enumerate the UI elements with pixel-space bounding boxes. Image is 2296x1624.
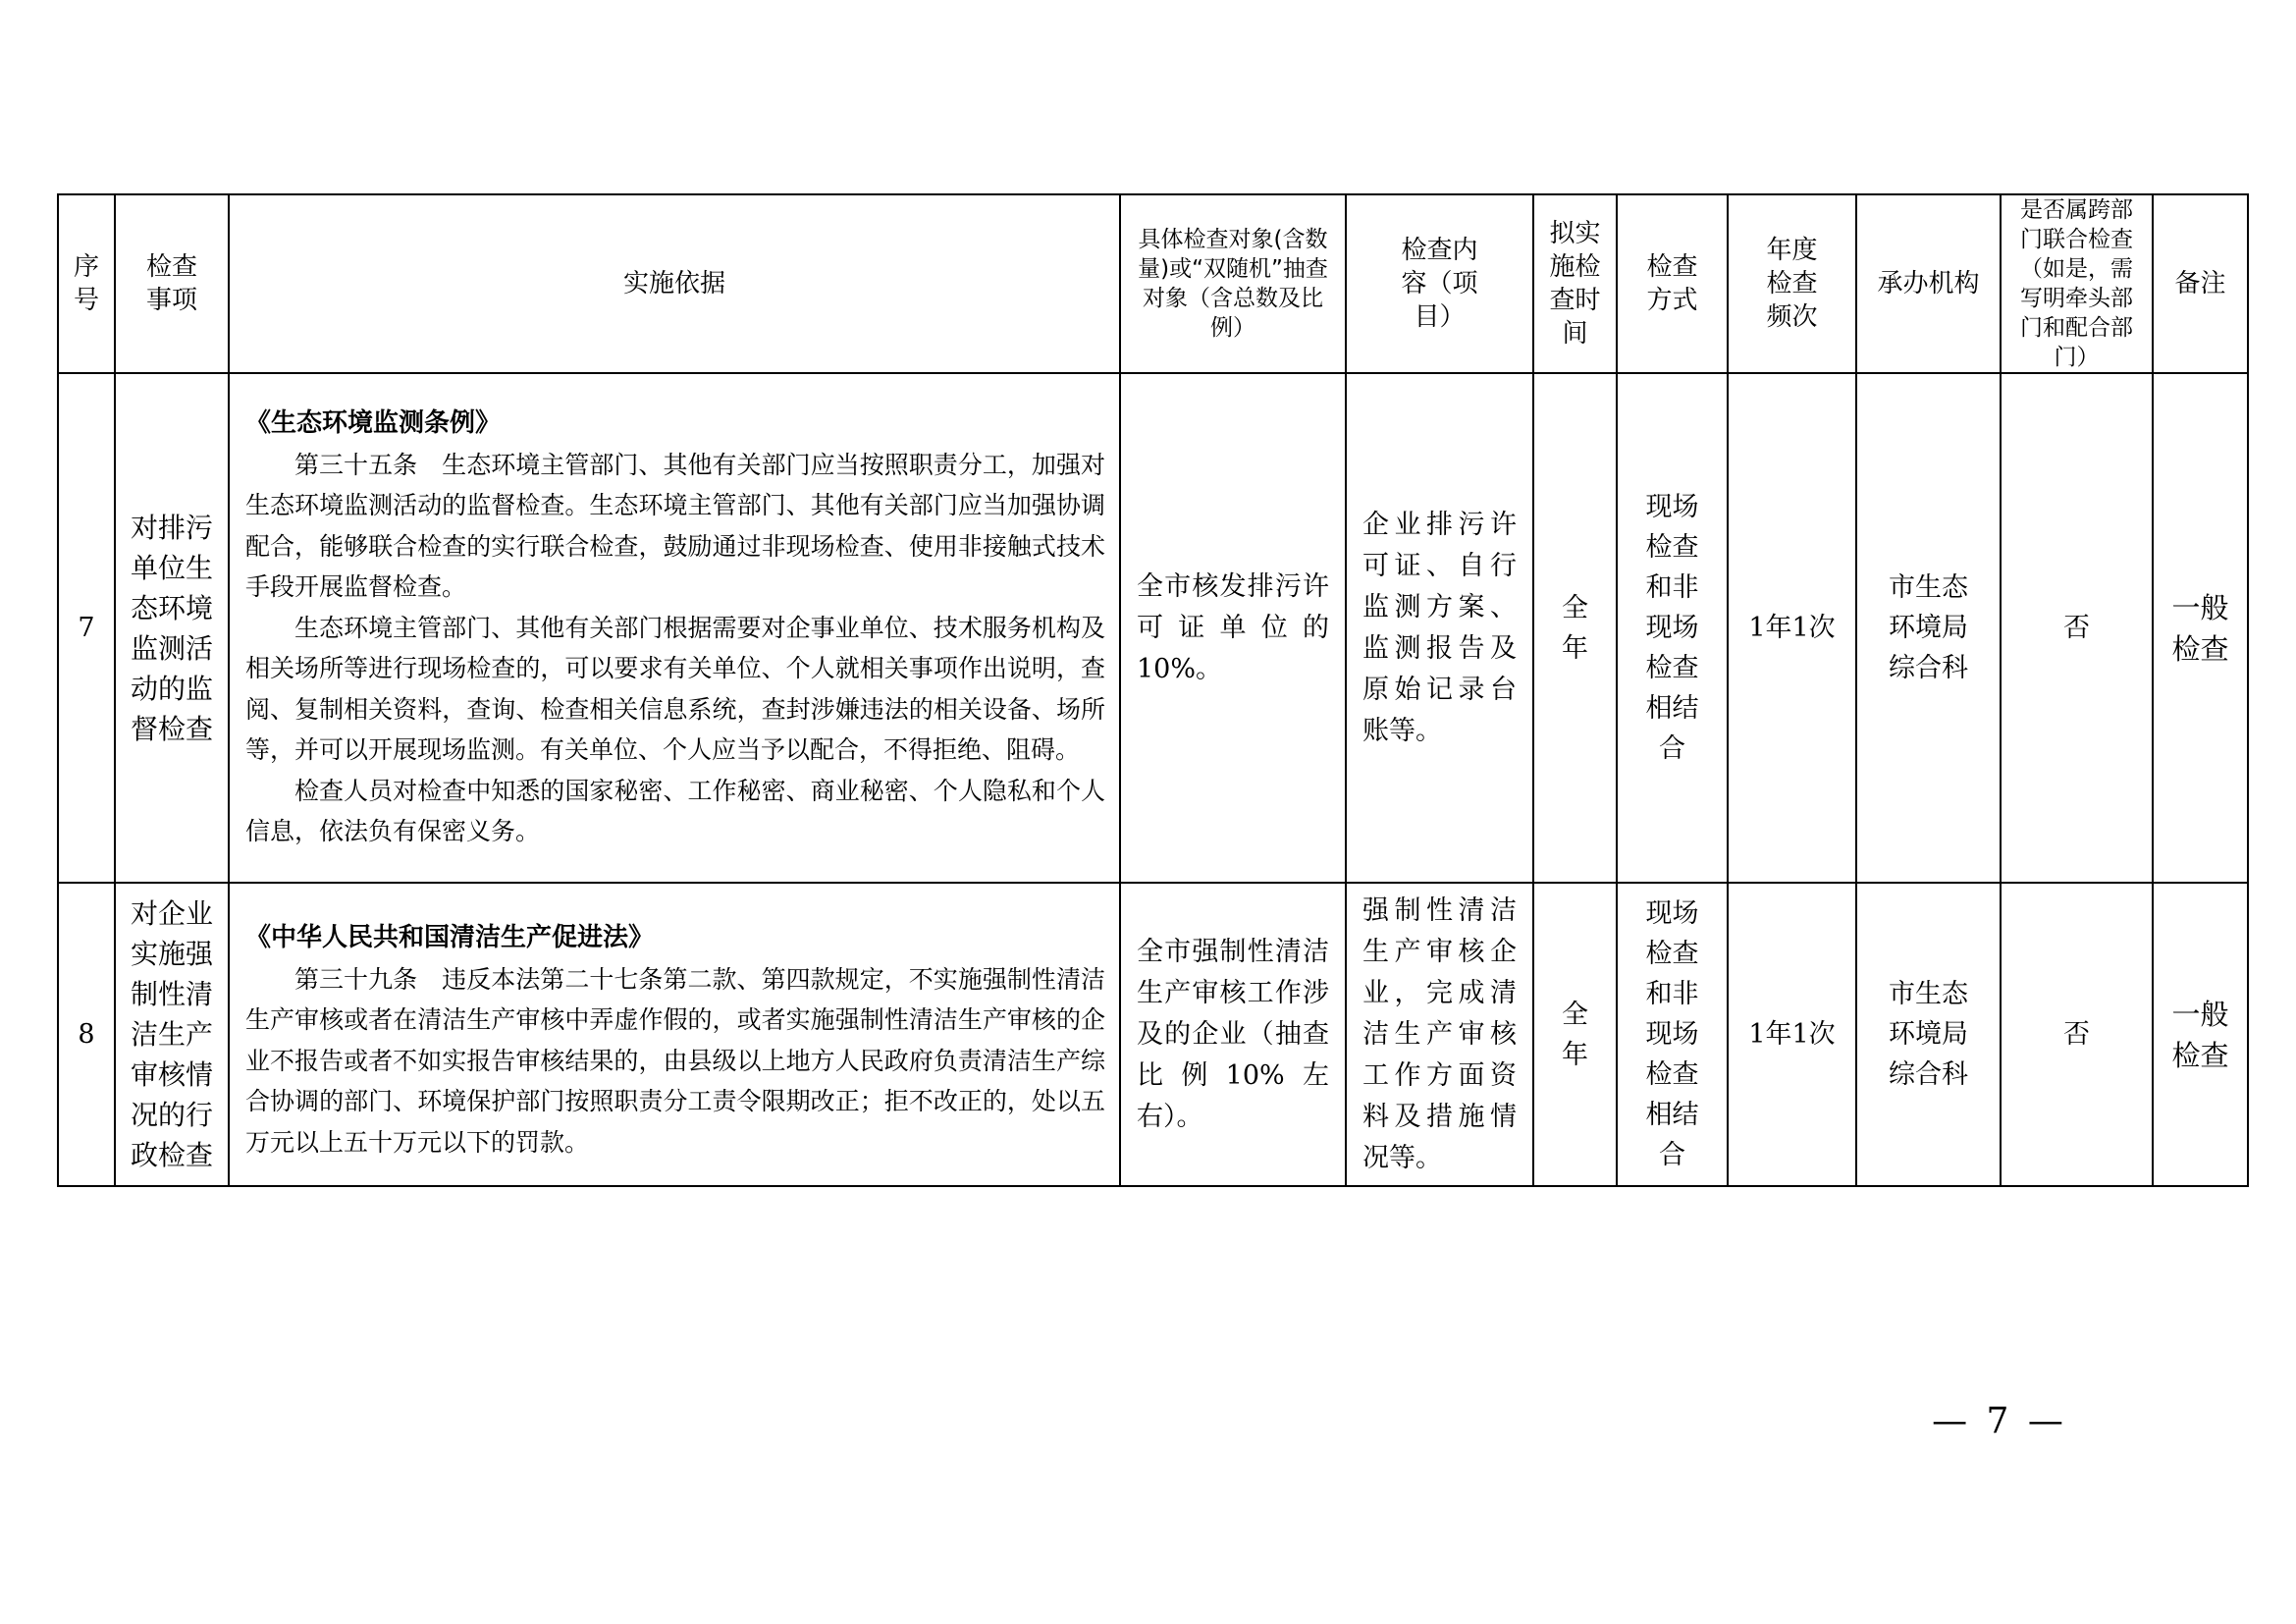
row-item: 对企业实施强制性清洁生产审核情况的行政检查 [115, 883, 229, 1186]
table-header-row [58, 194, 2248, 373]
law-paragraph: 第三十五条 生态环境主管部门、其他有关部门应当按照职责分工，加强对生态环境监测活动的监督检查。生态环境主管部门、其他有关部门应当加强协调配合，能够联合检查的实行联合检查，鼓励通过非现场检查、使用非接触式技术手段开展监督检查。 [245, 450, 1105, 602]
header-seq: 序号 [58, 194, 115, 373]
page-number: — 7 — [1932, 1401, 2067, 1441]
header-object: 具体检查对象(含数量)或“双随机”抽查对象（含总数及比例） [1120, 194, 1346, 373]
header-joint: 是否属跨部门联合检查（如是，需写明牵头部门和配合部门） [2001, 194, 2153, 373]
row-agency: 市生态环境局综合科 [1856, 883, 2001, 1186]
row-method: 现场检查和非现场检查相结合 [1617, 373, 1728, 883]
row-seq: 8 [58, 883, 115, 1186]
header-agency: 承办机构 [1856, 194, 2001, 373]
row-item: 对排污单位生态环境监测活动的监督检查 [115, 373, 229, 883]
row-joint: 否 [2001, 883, 2153, 1186]
row-content: 企业排污许可证、自行监测方案、监测报告及原始记录台账等。 [1346, 373, 1533, 883]
row-joint: 否 [2001, 373, 2153, 883]
row-object: 全市强制性清洁生产审核工作涉及的企业（抽查比例10%左右）。 [1120, 883, 1346, 1186]
header-basis: 实施依据 [229, 194, 1120, 373]
law-paragraph: 第三十九条 违反本法第二十七条第二款、第四款规定，不实施强制性清洁生产审核或者在清洁生产审核中弄虚作假的，或者实施强制性清洁生产审核的企业不报告或者不如实报告审核结果的，由县级以上地方人民政府负责清洁生产综合协调的部门、环境保护部门按照职责分工责令限期改正；拒不改正的，处以五万元以上五十万元以下的罚款。 [245, 964, 1105, 1157]
law-paragraph: 检查人员对检查中知悉的国家秘密、工作秘密、商业秘密、个人隐私和个人信息，依法负有保密义务。 [245, 776, 1105, 846]
row-remark: 一般检查 [2153, 883, 2248, 1186]
law-title: 《生态环境监测条例》 [245, 408, 502, 439]
header-time: 拟实施检查时间 [1533, 194, 1617, 373]
row-method: 现场检查和非现场检查相结合 [1617, 883, 1728, 1186]
table-row [58, 883, 2248, 1186]
row-agency: 市生态环境局综合科 [1856, 373, 2001, 883]
row-remark: 一般检查 [2153, 373, 2248, 883]
row-basis [229, 373, 1120, 883]
header-method: 检查方式 [1617, 194, 1728, 373]
inspection-table [57, 193, 2249, 1187]
row-time: 全年 [1533, 883, 1617, 1186]
header-item: 检查事项 [115, 194, 229, 373]
row-object: 全市核发排污许可证单位的10%。 [1120, 373, 1346, 883]
header-remark: 备注 [2153, 194, 2248, 373]
law-paragraph: 生态环境主管部门、其他有关部门根据需要对企事业单位、技术服务机构及相关场所等进行现场检查的，可以要求有关单位、个人就相关事项作出说明，查阅、复制相关资料，查询、检查相关信息系统，查封涉嫌违法的相关设备、场所等，并可以开展现场监测。有关单位、个人应当予以配合，不得拒绝、阻碍。 [245, 613, 1105, 765]
header-content: 检查内容（项目） [1346, 194, 1533, 373]
table-row [58, 373, 2248, 883]
row-content: 强制性清洁生产审核企业，完成清洁生产审核工作方面资料及措施情况等。 [1346, 883, 1533, 1186]
law-title: 《中华人民共和国清洁生产促进法》 [245, 923, 655, 952]
row-seq: 7 [58, 373, 115, 883]
row-time: 全年 [1533, 373, 1617, 883]
row-frequency: 1年1次 [1728, 373, 1856, 883]
row-frequency: 1年1次 [1728, 883, 1856, 1186]
header-frequency: 年度检查频次 [1728, 194, 1856, 373]
row-basis [229, 883, 1120, 1186]
